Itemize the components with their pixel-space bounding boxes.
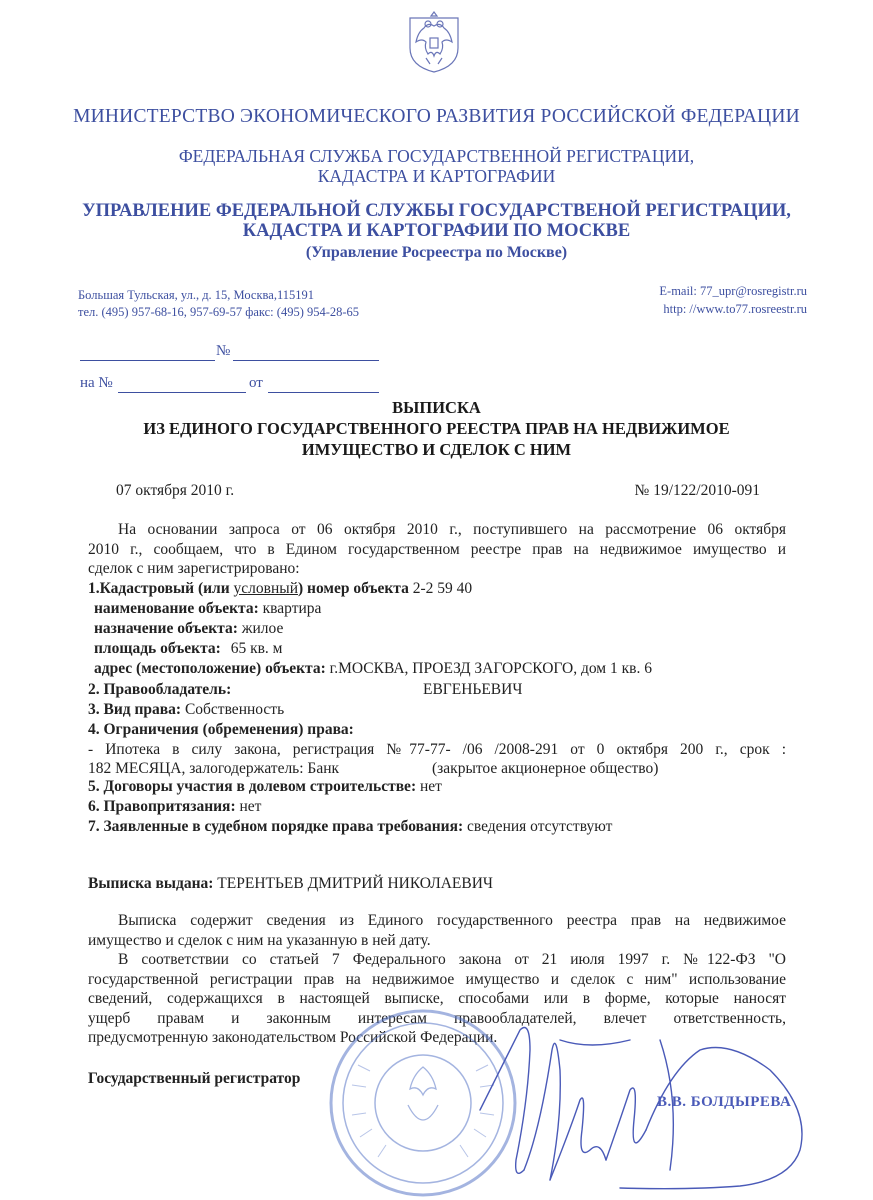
reference-date-field bbox=[268, 392, 379, 393]
closing-p1-line2: имущество и сделок с ним на указанную в ней дату. bbox=[88, 931, 431, 949]
document-title-line2: ИЗ ЕДИНОГО ГОСУДАРСТВЕННОГО РЕЕСТРА ПРАВ НА НЕДВИЖИМОЕ bbox=[143, 419, 730, 438]
object-address-row bbox=[94, 660, 652, 678]
closing-p2-line3: сведений, содержащихся в настоящей выписке, способами или в форме, которые наносят bbox=[88, 990, 786, 1007]
reference-date-label: от bbox=[249, 375, 263, 391]
reference-number-label: на № bbox=[80, 375, 113, 391]
registrar-label: Государственный регистратор bbox=[88, 1070, 301, 1087]
limits-line1: - Ипотека в силу закона, регистрация №77-77- /06 /2008-291 от 0 октября 200 г., срок : bbox=[88, 741, 786, 758]
claims-value: нет bbox=[239, 798, 262, 815]
object-purpose-row bbox=[94, 620, 283, 638]
object-purpose-value: жилое bbox=[241, 620, 284, 637]
claims-row bbox=[88, 798, 261, 816]
object-area-row bbox=[94, 640, 282, 658]
object-area-label: площадь объекта: bbox=[94, 640, 221, 657]
shared-construction-label: 5. Договоры участия в долевом строительстве: bbox=[88, 778, 417, 795]
cadastral-number-row bbox=[88, 580, 472, 598]
document-title-line3: ИМУЩЕСТВО И СДЕЛОК С НИМ bbox=[301, 440, 572, 459]
outgoing-date-field bbox=[80, 360, 215, 361]
office-address: Большая Тульская, ул., д. 15, Москва,115191 bbox=[78, 288, 314, 302]
cadastral-value: 2-2 59 40 bbox=[412, 580, 473, 597]
object-address-label: адрес (местоположение) объекта: bbox=[94, 660, 326, 677]
court-claims-value: сведения отсутствуют bbox=[467, 818, 613, 835]
office-heading-line2: КАДАСТРА И КАРТОГРАФИИ ПО МОСКВЕ bbox=[242, 221, 631, 241]
object-name-value: квартира bbox=[262, 600, 322, 617]
cadastral-label-c: ) номер объекта bbox=[297, 580, 409, 597]
intro-line2: 2010 г., сообщаем, что в Едином государственном реестре прав на недвижимое имущество и bbox=[88, 540, 786, 558]
service-heading-line1: ФЕДЕРАЛЬНАЯ СЛУЖБА ГОСУДАРСТВЕННОЙ РЕГИСТРАЦИИ, bbox=[178, 146, 695, 166]
limits-label: 4. Ограничения (обременения) права: bbox=[88, 721, 354, 738]
cadastral-label-underlined: условный bbox=[233, 580, 298, 597]
outgoing-number-field bbox=[233, 360, 379, 361]
owner-value: ЕВГЕНЬЕВИЧ bbox=[423, 681, 523, 698]
closing-p2-line2: государственной регистрации прав на недвижимое имущество и сделок с ним" использование bbox=[88, 970, 786, 988]
limits-line2b: (закрытое акционерное общество) bbox=[432, 760, 659, 777]
office-heading-line1: УПРАВЛЕНИЕ ФЕДЕРАЛЬНОЙ СЛУЖБЫ ГОСУДАРСТВЕНОЙ РЕГИСТРАЦИИ, bbox=[82, 201, 791, 221]
court-claims-label: 7. Заявленные в судебном порядке права требования: bbox=[88, 818, 464, 835]
shared-construction-value: нет bbox=[419, 778, 442, 795]
limits-line2a: 182 МЕСЯЦА, залогодержатель: Банк bbox=[88, 760, 340, 777]
issued-to-row bbox=[88, 875, 493, 893]
right-type-row bbox=[88, 701, 284, 719]
document-title-line1: ВЫПИСКА bbox=[392, 398, 481, 417]
office-website: http: //www.to77.rosreestr.ru bbox=[663, 302, 807, 316]
intro-line1: На основании запроса от 06 октября 2010 г., поступившего на рассмотрение 06 октября bbox=[118, 521, 786, 538]
reference-number-field bbox=[118, 392, 246, 393]
issued-to-label: Выписка выдана: bbox=[88, 875, 214, 892]
outgoing-number-sign: № bbox=[216, 343, 231, 359]
court-claims-row bbox=[88, 818, 612, 836]
intro-line3: сделок с ним зарегистрировано: bbox=[88, 560, 300, 577]
closing-p1-line1: Выписка содержит сведения из Единого государственного реестра прав на недвижимое bbox=[118, 912, 786, 929]
closing-paragraph-1 bbox=[88, 911, 786, 950]
right-type-value: Собственность bbox=[184, 701, 285, 718]
closing-p2-line1: В соответствии со статьей 7 Федерального закона от 21 июля 1997 г. №122-ФЗ "О bbox=[118, 951, 786, 968]
issued-to-value: ТЕРЕНТЬЕВ ДМИТРИЙ НИКОЛАЕВИЧ bbox=[217, 875, 494, 892]
closing-p2-line4: ущерб правам и законным интересам правообладателей, влечет ответственность, bbox=[88, 1009, 786, 1027]
document-number: № 19/122/2010-091 bbox=[634, 482, 760, 499]
cadastral-label-a: 1.Кадастровый (или bbox=[88, 580, 230, 597]
object-name-row bbox=[94, 600, 321, 618]
coat-of-arms-emblem bbox=[402, 8, 466, 74]
closing-p2-line5: предусмотренную законодательством Российской Федерации. bbox=[88, 1029, 498, 1046]
shared-construction-row bbox=[88, 778, 442, 796]
office-phones: тел. (495) 957-68-16, 957-69-57 факс: (495) 954-28-65 bbox=[78, 305, 360, 319]
object-address-value: г.МОСКВА, ПРОЕЗД ЗАГОРСКОГО, дом 1 кв. 6 bbox=[329, 660, 652, 677]
intro-paragraph bbox=[88, 520, 786, 579]
document-date: 07 октября 2010 г. bbox=[116, 482, 235, 499]
owner-label: 2. Правообладатель: bbox=[88, 681, 232, 698]
claims-label: 6. Правопритязания: bbox=[88, 798, 236, 815]
office-heading-line3: (Управление Росреестра по Москве) bbox=[305, 244, 568, 261]
service-heading-line2: КАДАСТРА И КАРТОГРАФИИ bbox=[317, 166, 556, 186]
object-area-value: 65 кв. м bbox=[230, 640, 283, 657]
ministry-heading: МИНИСТЕРСТВО ЭКОНОМИЧЕСКОГО РАЗВИТИЯ РОССИЙСКОЙ ФЕДЕРАЦИИ bbox=[73, 106, 800, 127]
office-email: E-mail: 77_upr@rosregistr.ru bbox=[659, 284, 807, 298]
right-type-label: 3. Вид права: bbox=[88, 701, 182, 718]
object-name-label: наименование объекта: bbox=[94, 600, 259, 617]
object-purpose-label: назначение объекта: bbox=[94, 620, 238, 637]
registrar-name-stamp: В.В. БОЛДЫРЕВА bbox=[657, 1094, 792, 1110]
